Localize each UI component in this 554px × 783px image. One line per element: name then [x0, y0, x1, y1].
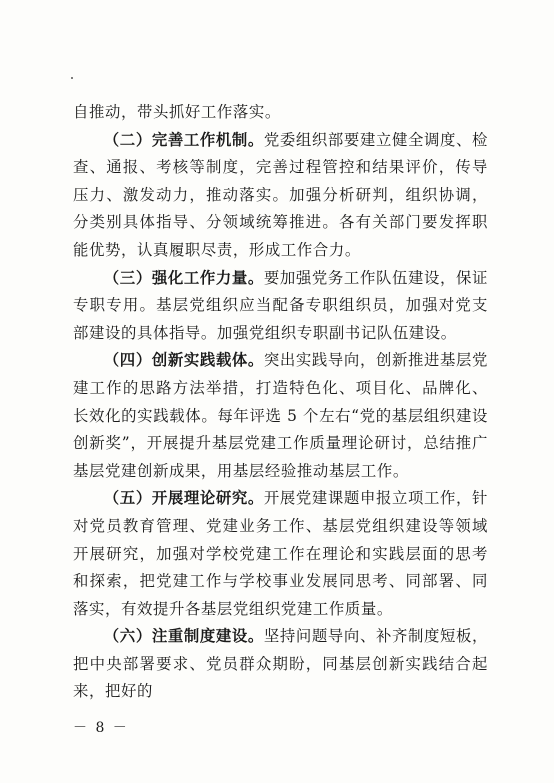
paragraph-strengthen-force: [73, 265, 488, 348]
scan-mark: [71, 77, 73, 79]
paragraph-text: 突出实践导向，创新推进基层党建工作的思路方法举措，打造特色化、项目化、品牌化、长效化的实践载体。每年评选 5 个左右“党的基层组织建设创新奖”，开展提升基层党建工作质量理论研讨，总结推广基层党建创新成果，用基层经验推动基层工作。: [73, 351, 488, 480]
paragraph-heading: （三）强化工作力量。: [103, 268, 264, 287]
paragraph-system-building: [73, 623, 488, 706]
page-number: － 8 －: [73, 720, 129, 736]
paragraph-text: 坚持问题导向、补齐制度短板，把中央部署要求、党员群众期盼，同基层创新实践结合起来，把好的: [73, 627, 488, 701]
paragraph-innovate-carrier: [73, 347, 488, 485]
paragraph-heading: （六）注重制度建设。: [103, 627, 264, 646]
paragraph-heading: （五）开展理论研究。: [103, 489, 264, 508]
paragraph-text: 要加强党务工作队伍建设，保证专职专用。基层党组织应当配备专职组织员，加强对党支部建设的具体指导。加强党组织专职副书记队伍建设。: [73, 268, 488, 342]
document-body: [73, 99, 488, 706]
paragraph-improve-mechanism: [73, 127, 488, 265]
paragraph-heading: （二）完善工作机制。: [103, 130, 264, 149]
paragraph-theory-research: [73, 485, 488, 623]
paragraph-text: 党委组织部要建立健全调度、检查、通报、考核等制度，完善过程管控和结果评价，传导压力、激发动力，推动落实。加强分析研判，组织协调，分类别具体指导、分领域统筹推进。各有关部门要发挥职能优势，认真履职尽责，形成工作合力。: [73, 130, 488, 259]
paragraph-heading: （四）创新实践载体。: [103, 351, 264, 370]
paragraph-text: 开展党建课题申报立项工作，针对党员教育管理、党建业务工作、基层党组织建设等领域开展研究，加强对学校党建工作在理论和实践层面的思考和探索，把党建工作与学校事业发展同思考、同部署、同落实，有效提升各基层党组织党建工作质量。: [73, 489, 488, 618]
continuation-text: 自推动，带头抓好工作落实。: [73, 103, 281, 121]
